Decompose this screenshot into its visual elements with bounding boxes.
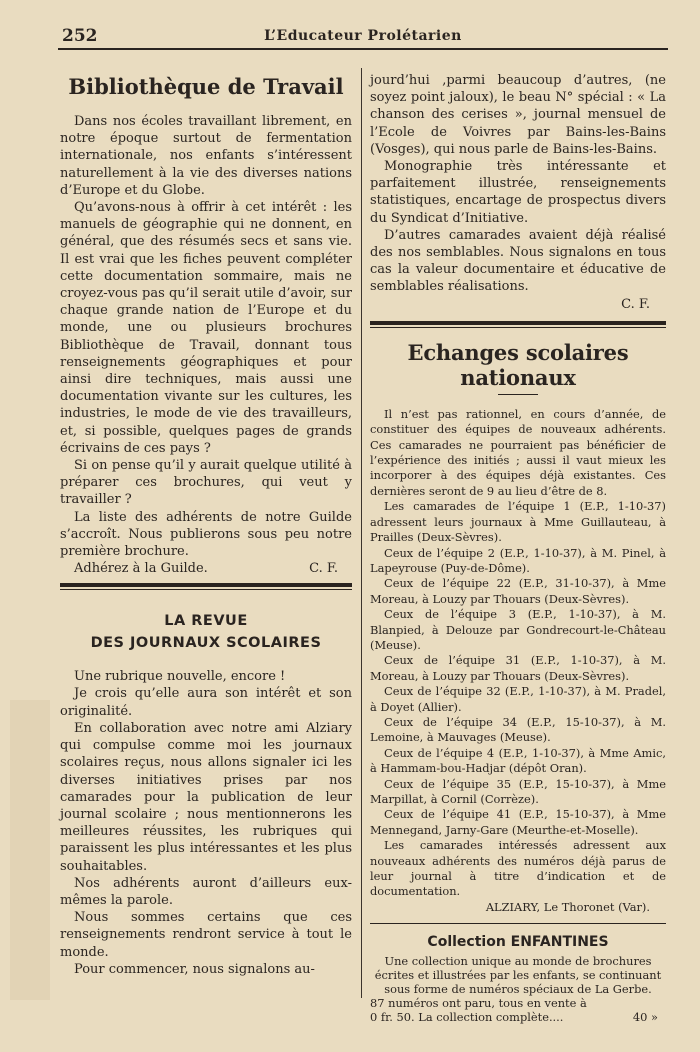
price-row (370, 1010, 666, 1025)
list-item: Ceux de l’équipe 31 (E.P., 1-10-37), à M. Moreau, à Louzy par Thouars (Deux-Sèvres). (370, 653, 666, 683)
paragraph: Nos adhérents auront d’ailleurs eux-mêmes la parole. (60, 875, 352, 908)
article-body-bibliotheque (60, 113, 352, 577)
paper-stain (10, 700, 50, 1000)
article-title-bibliotheque: Bibliothèque de Travail (68, 74, 344, 99)
paragraph: Qu’avons-nous à offrir à cet intérêt : les manuels de géographie qui ne donnent, en général, que des résumés secs et sans vie. Il est vrai que les fiches peuvent compléter cette documentation sommaire, mais ne croyez-vous pas qu’il serait utile d’avoir, sur chaque grande nation de l’Europe et du monde, une ou plusieurs brochures Bibliothèque de Travail, donnant tous renseignements géographiques et pour ainsi dire techniques, mais aussi une documentation vivante sur les cultures, les industries, le mode de vie des travailleurs, et, si possible, quelques pages de grands écrivains de ces pays ? (60, 200, 352, 456)
list-item: Ceux de l’équipe 22 (E.P., 31-10-37), à Mme Moreau, à Louzy par Thouars (Deux-Sèvres). (370, 576, 666, 606)
closing-text: Adhérez à la Guilde. (74, 561, 208, 577)
list-item: Les camarades de l’équipe 1 (E.P., 1-10-37) adressent leurs journaux à Mme Guillauteau, à Prailles (Deux-Sèvres). (370, 499, 666, 545)
paragraph: Si on pense qu’il y aurait quelque utilité à préparer ces brochures, qui veut y travailler ? (60, 458, 352, 508)
paragraph: Nous sommes certains que ces renseignements rendront service à tout le monde. (60, 910, 352, 960)
paragraph: Je crois qu’elle aura son intérêt et son originalité. (60, 686, 352, 719)
paragraph: Il n’est pas rationnel, en cours d’année, de constituer des équipes de nouveaux adhérents. Ces camarades ne pourraient pas bénéficier de l’expérience des initiés ; aussi il vaut mieux les incorporer à des équipes déjà existantes. Ces dernières seront de 9 au lieu d’être de 8. (370, 406, 666, 498)
signature: C. F. (309, 561, 338, 577)
left-column (60, 68, 352, 978)
list-item: Ceux de l’équipe 41 (E.P., 15-10-37), à Mme Mennegand, Jarny-Gare (Meurthe-et-Moselle). (370, 807, 666, 837)
section-rule-thin (370, 327, 666, 328)
running-title: L’Educateur Prolétarien (264, 28, 462, 44)
article-body-echanges (370, 407, 666, 915)
article-title-echanges: Echanges scolaires nationaux (407, 339, 629, 390)
list-item: Ceux de l’équipe 34 (E.P., 15-10-37), à M. Lemoine, à Mauvages (Meuse). (370, 714, 666, 745)
section-rule (60, 583, 352, 587)
section-rule (370, 321, 666, 325)
paragraph: La liste des adhérents de notre Guilde s’accroît. Nous publierons sous peu notre première brochure. (60, 509, 352, 560)
title-underline (498, 394, 538, 395)
collection-box (370, 954, 666, 1025)
closing-row (60, 560, 352, 577)
paragraph: En collaboration avec notre ami Alziary qui compulse comme moi les journaux scolaires reçus, nous allons signaler ici les diverses initiatives prises par nos camarades pour la publication de leur journal scolaire ; nous mentionnerons les meilleures réussites, les rubriques qui paraissent les plus intéressantes et les plus souhaitables. (60, 720, 352, 874)
list-item: Ceux de l’équipe 2 (E.P., 1-10-37), à M. Pinel, à Lapeyrouse (Puy-de-Dôme). (370, 545, 666, 575)
paragraph: jourd’hui ,parmi beaucoup d’autres, (ne soyez point jaloux), le beau N° spécial : « La chanson des cerises », journal mensuel de l’Ecole de Voivres par Bains-les-Bains (Vosges), qui nous parle de Bains-les-Bains. (370, 73, 666, 157)
revue-title-line1: LA REVUE (164, 613, 248, 630)
list-item: Ceux de l’équipe 4 (E.P., 1-10-37), à Mme Amic, à Hammam-bou-Hadjar (dépôt Oran). (370, 745, 666, 776)
section-rule-thin (60, 589, 352, 590)
list-item: Les camarades intéressés adressent aux nouveaux adhérents des numéros déjà parus de leur journal à titre d’indication et de documentation. (370, 838, 666, 899)
paragraph: Pour commencer, nous signalons au- (74, 961, 315, 977)
article-continuation (370, 72, 666, 313)
collection-title: Collection ENFANTINES (427, 934, 609, 951)
list-item: Ceux de l’équipe 3 (E.P., 1-10-37), à M. Blanpied, à Delouze par Gondrecourt-le-Château (Meuse). (370, 607, 666, 652)
price-value: 40 » (632, 1010, 658, 1025)
signature: ALZIARY, Le Thoronet (Var). (485, 899, 650, 914)
paragraph: Dans nos écoles travaillant librement, en notre époque surtout de fermentation internationale, nos enfants s’intéressent naturellement à la vie des diverses nations d’Europe et du Globe. (60, 114, 352, 198)
column-divider (361, 68, 362, 998)
paragraph: Une rubrique nouvelle, encore ! (74, 669, 286, 685)
signature: C. F. (621, 296, 650, 312)
page-number: 252 (62, 26, 98, 46)
section-rule (370, 923, 666, 924)
revue-title-line2: DES JOURNAUX SCOLAIRES (90, 635, 322, 652)
paragraph: Monographie très intéressante et parfaitement illustrée, renseignements statistiques, encartage de prospectus divers du Syndicat d’Initiative. (370, 159, 666, 226)
right-column (370, 72, 666, 1025)
collection-note: 87 numéros ont paru, tous en vente à (370, 996, 587, 1011)
page-header (58, 26, 668, 50)
list-item: Ceux de l’équipe 32 (E.P., 1-10-37), à M. Pradel, à Doyet (Allier). (370, 684, 666, 714)
collection-text: Une collection unique au monde de brochures écrites et illustrées par les enfants, se continuant sous forme de numéros spéciaux de La Gerbe. (374, 954, 662, 997)
article-body-revue (60, 668, 352, 978)
paragraph: D’autres camarades avaient déjà réalisé des nos semblables. Nous signalons en tous cas la valeur documentaire et éducative de semblables réalisations. (370, 227, 666, 295)
price-label: 0 fr. 50. La collection complète.... (370, 1010, 564, 1025)
list-item: Ceux de l’équipe 35 (E.P., 15-10-37), à Mme Marpillat, à Cornil (Corrèze). (370, 776, 666, 806)
